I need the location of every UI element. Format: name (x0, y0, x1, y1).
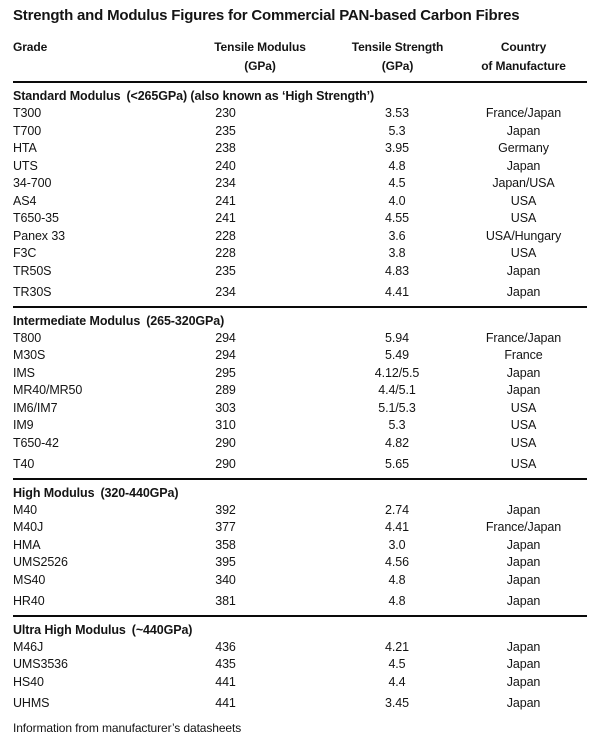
column-label: Tensile Modulus (214, 40, 306, 54)
cell-grade: IM9 (13, 418, 34, 432)
cell-country: Japan (506, 537, 541, 552)
cell-tensile-strength: 2.74 (385, 502, 409, 517)
table-row (13, 639, 587, 657)
table-row (13, 502, 587, 520)
table-header (13, 38, 587, 83)
cell-grade: T650-35 (13, 211, 59, 225)
cell-tensile-strength: 4.8 (388, 158, 406, 173)
cell-grade: T800 (13, 330, 42, 345)
table-row (13, 158, 587, 176)
cell-country: USA (510, 246, 537, 260)
table-row (13, 365, 587, 383)
section-heading: High Modulus (13, 485, 95, 500)
section-rows (13, 330, 587, 474)
cell-country: France (504, 348, 543, 362)
cell-country: Japan (506, 502, 541, 517)
cell-grade: T40 (13, 457, 35, 471)
cell-tensile-modulus: 289 (215, 383, 236, 397)
table-row (13, 210, 587, 228)
cell-tensile-modulus: 303 (215, 400, 236, 415)
section-qualifier: (<265GPa) (also known as ‘High Strength’) (126, 89, 375, 103)
cell-country: Japan (506, 158, 541, 173)
cell-tensile-modulus: 228 (215, 228, 236, 243)
cell-country: France/Japan (485, 106, 562, 120)
cell-grade: F3C (13, 246, 37, 260)
cell-tensile-modulus: 290 (215, 435, 236, 450)
cell-grade: HTA (13, 141, 37, 155)
section-qualifier: (265-320GPa) (146, 313, 225, 328)
cell-tensile-modulus: 435 (215, 657, 236, 671)
cell-country: France/Japan (485, 330, 562, 345)
cell-country: USA (510, 211, 537, 225)
section-title (13, 312, 587, 330)
cell-country: Japan/USA (492, 176, 555, 190)
table-row (13, 519, 587, 537)
table-row (13, 105, 587, 123)
cell-tensile-strength: 4.5 (388, 176, 406, 190)
cell-tensile-modulus: 441 (215, 696, 236, 710)
cell-grade: HR40 (13, 594, 45, 608)
cell-country: USA (510, 400, 537, 415)
cell-country: USA (510, 457, 537, 471)
column-unit (13, 57, 185, 76)
cell-country: USA (510, 193, 537, 208)
cell-tensile-strength: 5.65 (385, 457, 409, 471)
cell-grade: 34-700 (13, 176, 52, 190)
cell-grade: HMA (13, 537, 41, 552)
section-title (13, 87, 587, 105)
cell-tensile-strength: 3.95 (385, 141, 409, 155)
table-row (13, 245, 587, 263)
table-row (13, 674, 587, 692)
cell-tensile-strength: 5.94 (385, 330, 409, 345)
column-label: Tensile Strength (351, 40, 444, 54)
cell-grade: TR50S (13, 263, 52, 278)
table-row (13, 263, 587, 281)
cell-tensile-strength: 4.21 (385, 639, 409, 654)
table-row (13, 593, 587, 611)
cell-tensile-modulus: 436 (215, 639, 236, 654)
cell-tensile-modulus: 241 (215, 211, 236, 225)
table-row (13, 554, 587, 572)
column-header-grade (13, 38, 185, 76)
column-unit: (GPa) (244, 59, 276, 73)
section-title (13, 621, 587, 639)
cell-grade: TR30S (13, 285, 52, 299)
cell-country: Japan (506, 639, 541, 654)
cell-grade: UHMS (13, 696, 50, 710)
cell-tensile-strength: 4.83 (385, 263, 409, 278)
table-section (13, 306, 587, 478)
cell-tensile-modulus: 235 (215, 123, 236, 138)
cell-grade: M40J (13, 520, 44, 534)
cell-grade: T300 (13, 106, 42, 120)
cell-grade: T700 (13, 123, 42, 138)
cell-country: Japan (506, 572, 541, 587)
cell-tensile-strength: 4.8 (388, 572, 406, 587)
table-row (13, 284, 587, 302)
cell-grade: T650-42 (13, 435, 59, 450)
cell-tensile-modulus: 358 (215, 537, 236, 552)
cell-grade: IMS (13, 365, 35, 380)
table-row (13, 382, 587, 400)
table-row (13, 537, 587, 555)
cell-tensile-modulus: 377 (215, 520, 236, 534)
cell-grade: UTS (13, 158, 38, 173)
cell-tensile-strength: 5.3 (388, 418, 406, 432)
table-row (13, 193, 587, 211)
cell-country: Japan (506, 383, 541, 397)
cell-country: USA (510, 418, 537, 432)
cell-grade: UMS2526 (13, 555, 68, 569)
cell-grade: MS40 (13, 572, 46, 587)
table-row (13, 140, 587, 158)
cell-tensile-modulus: 294 (215, 330, 236, 345)
page-title: Strength and Modulus Figures for Commercial PAN-based Carbon Fibres (13, 7, 520, 24)
cell-tensile-modulus: 238 (215, 141, 236, 155)
cell-country: Japan (506, 594, 541, 608)
cell-tensile-strength: 5.3 (388, 123, 406, 138)
cell-country: Japan (506, 285, 541, 299)
cell-tensile-strength: 3.0 (388, 537, 406, 552)
cell-country: Japan (506, 696, 541, 710)
column-unit: of Manufacture (481, 59, 566, 73)
cell-tensile-modulus: 395 (215, 555, 236, 569)
cell-grade: M46J (13, 639, 44, 654)
column-label: Grade (13, 40, 48, 54)
section-qualifier: (~440GPa) (131, 622, 193, 637)
cell-tensile-strength: 3.8 (388, 246, 406, 260)
cell-country: USA (510, 435, 537, 450)
section-rows (13, 502, 587, 611)
column-unit: (GPa) (381, 59, 414, 73)
cell-tensile-modulus: 290 (215, 457, 236, 471)
cell-country: Japan (506, 263, 541, 278)
table-row (13, 330, 587, 348)
cell-tensile-strength: 4.55 (385, 211, 409, 225)
cell-tensile-strength: 4.8 (388, 594, 406, 608)
cell-grade: AS4 (13, 193, 37, 208)
table-row (13, 435, 587, 453)
section-title (13, 484, 587, 502)
cell-country: Japan (506, 365, 541, 380)
cell-tensile-strength: 5.1/5.3 (378, 400, 416, 415)
section-rows (13, 639, 587, 713)
cell-tensile-strength: 3.6 (388, 228, 406, 243)
section-heading: Ultra High Modulus (13, 622, 126, 637)
table-row (13, 228, 587, 246)
cell-grade: Panex 33 (13, 228, 66, 243)
cell-country: Germany (498, 141, 549, 155)
cell-tensile-strength: 4.5 (388, 657, 406, 671)
cell-tensile-modulus: 240 (215, 158, 236, 173)
cell-tensile-strength: 3.53 (385, 106, 409, 120)
table-row (13, 400, 587, 418)
cell-grade: M40 (13, 502, 38, 517)
cell-tensile-strength: 4.12/5.5 (374, 365, 420, 380)
section-heading: Standard Modulus (13, 89, 121, 103)
cell-country: Japan (506, 555, 541, 569)
cell-tensile-strength: 4.56 (385, 555, 409, 569)
cell-tensile-modulus: 295 (215, 365, 236, 380)
column-header-tensile-modulus (185, 38, 335, 76)
table-row (13, 417, 587, 435)
section-heading: Intermediate Modulus (13, 313, 141, 328)
cell-grade: IM6/IM7 (13, 400, 58, 415)
cell-tensile-modulus: 294 (215, 348, 236, 362)
cell-tensile-strength: 4.41 (385, 520, 409, 534)
cell-country: Japan (506, 657, 541, 671)
cell-grade: UMS3536 (13, 657, 68, 671)
table-row (13, 175, 587, 193)
table-body (13, 83, 587, 717)
cell-tensile-modulus: 310 (215, 418, 236, 432)
cell-tensile-modulus: 235 (215, 263, 236, 278)
column-header-country (460, 38, 587, 76)
table-section (13, 83, 587, 306)
table-row (13, 123, 587, 141)
cell-tensile-modulus: 340 (215, 572, 236, 587)
cell-tensile-modulus: 392 (215, 502, 236, 517)
cell-tensile-strength: 4.82 (385, 435, 409, 450)
cell-tensile-strength: 4.4/5.1 (378, 383, 416, 397)
cell-grade: HS40 (13, 674, 44, 689)
cell-tensile-strength: 4.41 (385, 285, 409, 299)
cell-grade: M30S (13, 348, 46, 362)
cell-tensile-modulus: 241 (215, 193, 236, 208)
cell-tensile-modulus: 234 (215, 176, 236, 190)
cell-tensile-strength: 5.49 (385, 348, 409, 362)
table-row (13, 456, 587, 474)
table-row (13, 572, 587, 590)
table-section (13, 478, 587, 615)
table-row (13, 656, 587, 674)
cell-tensile-modulus: 230 (215, 106, 236, 120)
cell-tensile-strength: 3.45 (385, 696, 409, 710)
column-header-tensile-strength (335, 38, 460, 76)
cell-country: USA/Hungary (485, 228, 562, 243)
cell-tensile-modulus: 234 (215, 285, 236, 299)
table-row (13, 695, 587, 713)
table-section (13, 615, 587, 717)
cell-tensile-strength: 4.4 (388, 674, 406, 689)
column-label: Country (500, 40, 547, 54)
cell-country: France/Japan (485, 520, 562, 534)
table-row (13, 347, 587, 365)
table-footnote: Information from manufacturer’s datasheets (13, 720, 242, 735)
cell-country: Japan (506, 123, 541, 138)
cell-tensile-modulus: 441 (215, 674, 236, 689)
cell-grade: MR40/MR50 (13, 383, 83, 397)
cell-tensile-modulus: 381 (215, 594, 236, 608)
section-rows (13, 105, 587, 302)
cell-country: Japan (506, 674, 541, 689)
cell-tensile-modulus: 228 (215, 246, 236, 260)
section-qualifier: (320-440GPa) (100, 485, 179, 500)
cell-tensile-strength: 4.0 (388, 193, 406, 208)
